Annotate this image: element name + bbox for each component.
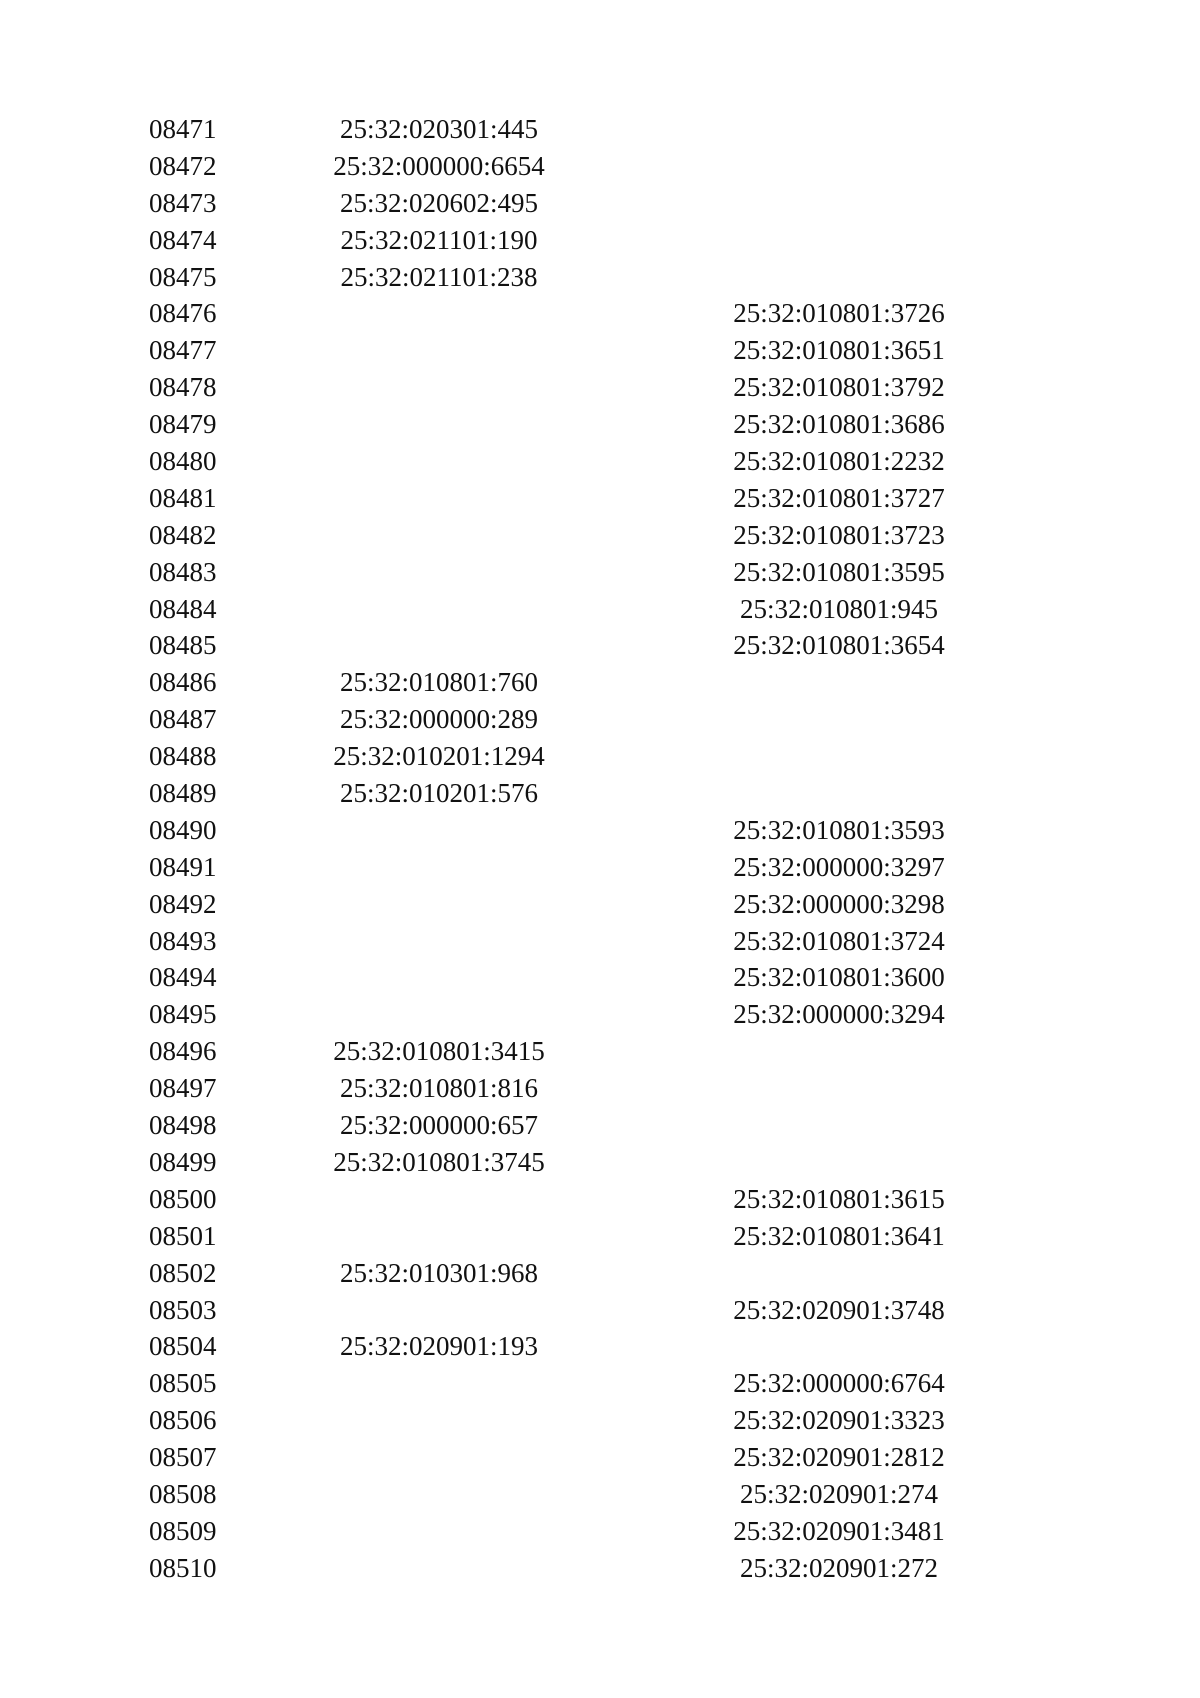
row-number: 08494 xyxy=(149,962,217,993)
row-number: 08506 xyxy=(149,1405,217,1436)
row-number: 08479 xyxy=(149,409,217,440)
table-row xyxy=(149,1107,969,1144)
table-row xyxy=(149,849,969,886)
table-row xyxy=(149,1070,969,1107)
cadastral-number-col-1: 25:32:010301:968 xyxy=(339,1257,538,1288)
cadastral-number-col-1: 25:32:021101:238 xyxy=(340,261,538,292)
row-number: 08472 xyxy=(149,150,217,181)
row-number: 08505 xyxy=(149,1368,217,1399)
cadastral-number-col-2: 25:32:020901:274 xyxy=(739,1478,938,1509)
cadastral-number-col-2: 25:32:020901:3323 xyxy=(733,1405,945,1436)
row-number: 08502 xyxy=(149,1257,217,1288)
table-row xyxy=(149,185,969,222)
cadastral-number-col-2: 25:32:010801:3654 xyxy=(733,630,945,661)
cadastral-number-col-1: 25:32:000000:657 xyxy=(339,1110,538,1141)
row-number: 08488 xyxy=(149,741,217,772)
cadastral-number-col-2: 25:32:010801:3593 xyxy=(733,814,945,845)
cadastral-number-col-1: 25:32:000000:6654 xyxy=(333,150,545,181)
table-row xyxy=(149,1439,969,1476)
row-number: 08497 xyxy=(149,1073,217,1104)
table-row xyxy=(149,1218,969,1255)
cadastral-number-col-2: 25:32:010801:3792 xyxy=(733,372,945,403)
row-number: 08480 xyxy=(149,446,217,477)
cadastral-number-col-2: 25:32:020901:3748 xyxy=(733,1294,945,1325)
row-number: 08509 xyxy=(149,1515,217,1546)
row-number: 08471 xyxy=(149,114,217,144)
cadastral-number-col-2: 25:32:010801:3727 xyxy=(733,482,945,513)
row-number: 08477 xyxy=(149,335,217,366)
cadastral-number-col-2: 25:32:020901:3481 xyxy=(733,1515,945,1546)
table-row xyxy=(149,1328,969,1365)
row-number: 08503 xyxy=(149,1294,217,1325)
table-row xyxy=(149,591,969,628)
cadastral-number-col-2: 25:32:010801:3595 xyxy=(733,556,945,587)
cadastral-number-col-1: 25:32:010801:760 xyxy=(339,667,538,698)
row-number: 08485 xyxy=(149,630,217,661)
row-number: 08481 xyxy=(149,482,217,513)
row-number: 08474 xyxy=(149,224,217,255)
row-number: 08475 xyxy=(149,261,217,292)
table-row xyxy=(149,627,969,664)
cadastral-number-col-2: 25:32:010801:2232 xyxy=(733,446,945,477)
row-number: 08496 xyxy=(149,1036,217,1067)
row-number: 08484 xyxy=(149,593,217,624)
table-row xyxy=(149,369,969,406)
row-number: 08473 xyxy=(149,187,217,218)
table-row xyxy=(149,1181,969,1218)
cadastral-table xyxy=(149,111,969,1587)
table-row xyxy=(149,1365,969,1402)
row-number: 08483 xyxy=(149,556,217,587)
row-number: 08490 xyxy=(149,814,217,845)
table-row xyxy=(149,812,969,849)
cadastral-number-col-2: 25:32:020901:2812 xyxy=(733,1442,945,1473)
table-row xyxy=(149,1144,969,1181)
cadastral-number-col-2: 25:32:020901:272 xyxy=(739,1552,938,1583)
cadastral-number-col-2: 25:32:010801:945 xyxy=(739,593,938,624)
table-row xyxy=(149,701,969,738)
cadastral-number-col-1: 25:32:021101:190 xyxy=(340,224,538,255)
table-row xyxy=(149,480,969,517)
cadastral-number-col-2: 25:32:010801:3600 xyxy=(733,962,945,993)
cadastral-number-col-1: 25:32:010801:3415 xyxy=(333,1036,545,1067)
table-row xyxy=(149,1550,969,1587)
table-row xyxy=(149,996,969,1033)
cadastral-number-col-1: 25:32:020301:445 xyxy=(339,114,538,144)
table-row xyxy=(149,222,969,259)
cadastral-number-col-1: 25:32:010801:3745 xyxy=(333,1146,545,1177)
table-row xyxy=(149,886,969,923)
cadastral-number-col-2: 25:32:010801:3724 xyxy=(733,925,945,956)
cadastral-number-col-2: 25:32:010801:3723 xyxy=(733,519,945,550)
row-number: 08487 xyxy=(149,704,217,735)
table-row xyxy=(149,1513,969,1550)
table-row xyxy=(149,332,969,369)
row-number: 08500 xyxy=(149,1183,217,1214)
table-row xyxy=(149,148,969,185)
cadastral-number-col-2: 25:32:000000:3294 xyxy=(733,999,945,1030)
row-number: 08510 xyxy=(149,1552,217,1583)
table-row xyxy=(149,259,969,296)
row-number: 08476 xyxy=(149,298,217,329)
table-row xyxy=(149,775,969,812)
table-row xyxy=(149,517,969,554)
row-number: 08492 xyxy=(149,888,217,919)
table-row xyxy=(149,443,969,480)
row-number: 08493 xyxy=(149,925,217,956)
cadastral-number-col-1: 25:32:010201:1294 xyxy=(333,741,545,772)
cadastral-number-col-1: 25:32:020901:193 xyxy=(339,1331,538,1362)
table-row xyxy=(149,923,969,960)
row-number: 08499 xyxy=(149,1146,217,1177)
row-number: 08478 xyxy=(149,372,217,403)
row-number: 08507 xyxy=(149,1442,217,1473)
cadastral-number-col-2: 25:32:010801:3651 xyxy=(733,335,945,366)
table-row xyxy=(149,554,969,591)
row-number: 08495 xyxy=(149,999,217,1030)
cadastral-number-col-2: 25:32:000000:6764 xyxy=(733,1368,945,1399)
cadastral-number-col-1: 25:32:000000:289 xyxy=(339,704,538,735)
cadastral-number-col-2: 25:32:000000:3298 xyxy=(733,888,945,919)
table-row xyxy=(149,1033,969,1070)
cadastral-number-col-2: 25:32:010801:3641 xyxy=(733,1220,945,1251)
table-row xyxy=(149,959,969,996)
row-number: 08501 xyxy=(149,1220,217,1251)
row-number: 08486 xyxy=(149,667,217,698)
row-number: 08482 xyxy=(149,519,217,550)
cadastral-number-col-1: 25:32:010201:576 xyxy=(339,778,538,809)
table-row xyxy=(149,111,969,148)
table-row xyxy=(149,738,969,775)
table-row xyxy=(149,1255,969,1292)
cadastral-number-col-1: 25:32:010801:816 xyxy=(339,1073,538,1104)
cadastral-number-col-2: 25:32:000000:3297 xyxy=(733,851,945,882)
table-row xyxy=(149,406,969,443)
row-number: 08504 xyxy=(149,1331,217,1362)
row-number: 08491 xyxy=(149,851,217,882)
cadastral-number-col-2: 25:32:010801:3686 xyxy=(733,409,945,440)
table-row xyxy=(149,664,969,701)
table-row xyxy=(149,1402,969,1439)
row-number: 08489 xyxy=(149,778,217,809)
cadastral-number-col-2: 25:32:010801:3726 xyxy=(733,298,945,329)
row-number: 08508 xyxy=(149,1478,217,1509)
table-row xyxy=(149,295,969,332)
table-row xyxy=(149,1476,969,1513)
cadastral-number-col-1: 25:32:020602:495 xyxy=(339,187,538,218)
row-number: 08498 xyxy=(149,1110,217,1141)
table-row xyxy=(149,1292,969,1329)
cadastral-number-col-2: 25:32:010801:3615 xyxy=(733,1183,945,1214)
